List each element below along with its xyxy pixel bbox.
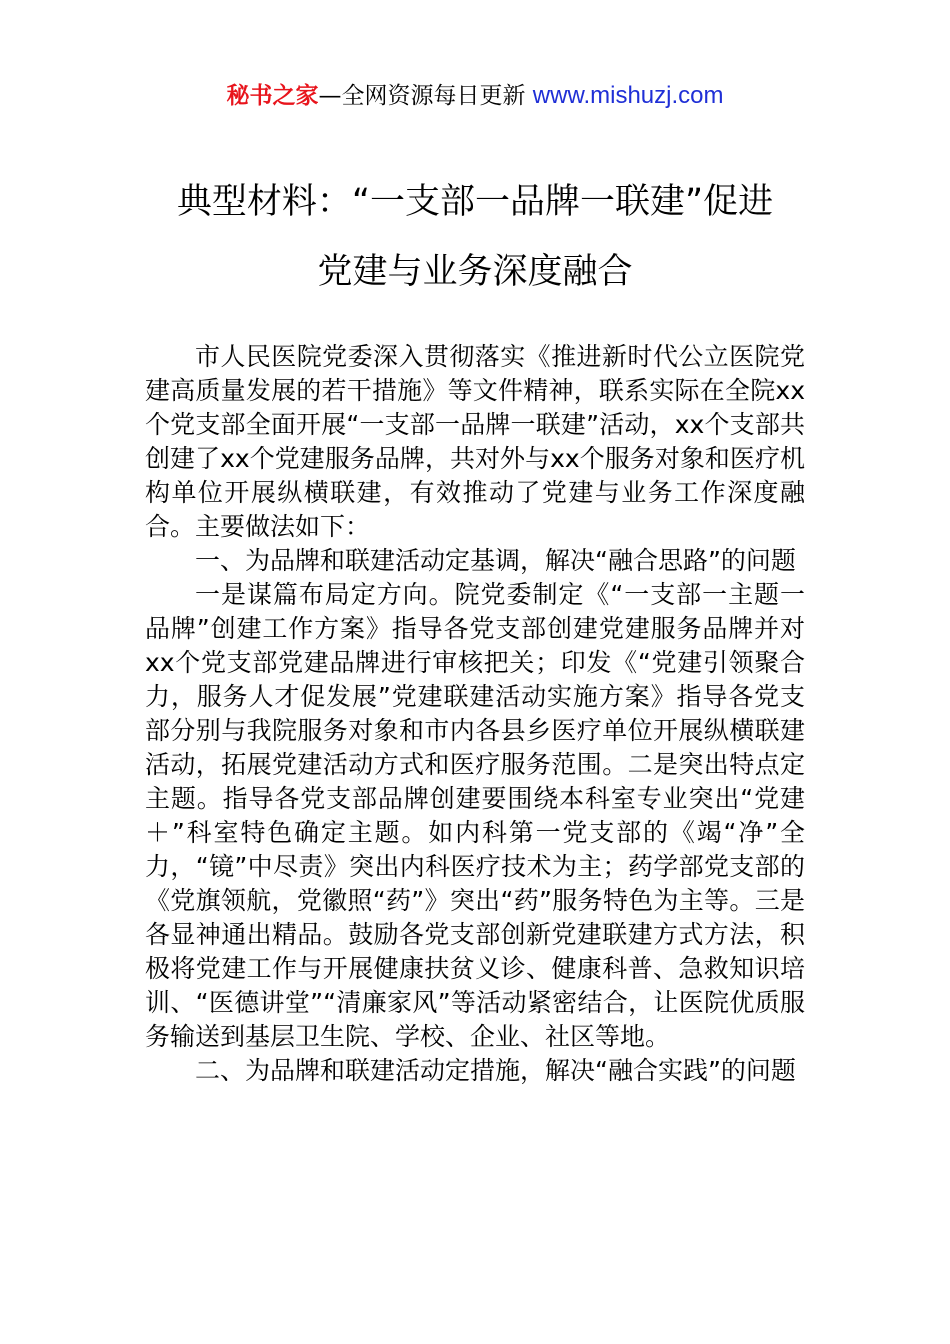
document-title-line-1: 典型材料：“一支部一品牌一联建”促进 bbox=[176, 182, 774, 222]
section-heading-1: 一、为品牌和联建活动定基调，解决“融合思路”的问题 bbox=[195, 546, 796, 575]
document-title-line-2: 党建与业务深度融合 bbox=[317, 252, 633, 292]
source-header bbox=[0, 80, 950, 112]
header-tagline: —全网资源每日更新 bbox=[318, 83, 533, 109]
intro-paragraph: 市人民医院党委深入贯彻落实《推进新时代公立医院党建高质量发展的若干措施》等文件精神，联系实际在全院xx个党支部全面开展“一支部一品牌一联建”活动，xx个支部共创建了xx个党建服务品牌，共对外与xx个服务对象和医疗机构单位开展纵横联建，有效推动了党建与业务工作深度融合。主要做法如下： bbox=[145, 342, 805, 541]
site-url: www.mishuzj.com bbox=[532, 82, 724, 109]
section-heading-2: 二、为品牌和联建活动定措施，解决“融合实践”的问题 bbox=[195, 1056, 796, 1085]
document-body bbox=[145, 340, 805, 1088]
body-paragraph: 一是谋篇布局定方向。院党委制定《“一支部一主题一品牌”创建工作方案》指导各党支部创建党建服务品牌并对xx个党支部党建品牌进行审核把关；印发《“党建引领聚合力，服务人才促发展”党建联建活动实施方案》指导各党支部分别与我院服务对象和市内各县乡医疗单位开展纵横联建活动，拓展党建活动方式和医疗服务范围。二是突出特点定主题。指导各党支部品牌创建要围绕本科室专业突出“党建＋”科室特色确定主题。如内科第一党支部的《竭“净”全力，“镜”中尽责》突出内科医疗技术为主；药学部党支部的《党旗领航，党徽照“药”》突出“药”服务特色为主等。三是各显神通出精品。鼓励各党支部创新党建联建方式方法，积极将党建工作与开展健康扶贫义诊、健康科普、急救知识培训、“医德讲堂”“清廉家风”等活动紧密结合，让医院优质服务输送到基层卫生院、学校、企业、社区等地。 bbox=[145, 580, 805, 1051]
brand-name: 秘书之家 bbox=[226, 83, 319, 109]
